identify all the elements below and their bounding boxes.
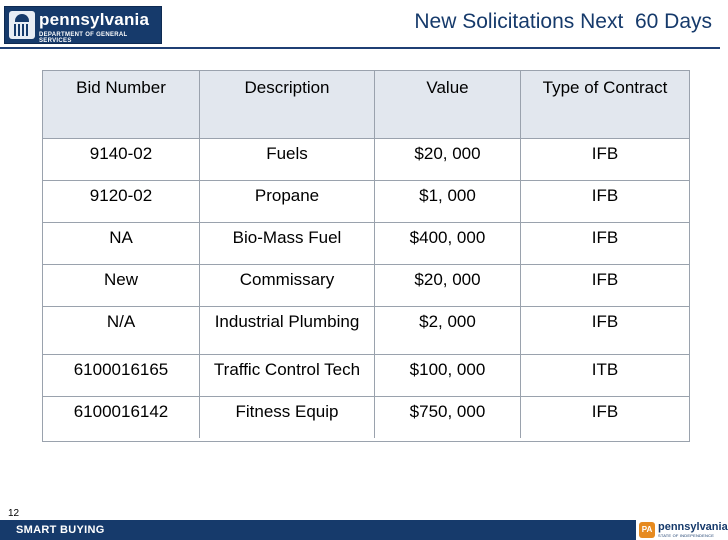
value-cell: $1, 000 [375,181,521,222]
slide-title: New Solicitations Next 60 Days [414,10,712,33]
bid-number-cell: 6100016165 [43,355,200,396]
description-cell: Traffic Control Tech [200,355,375,396]
column-header-type-of-contract: Type of Contract [542,78,668,97]
solicitations-table [42,70,690,442]
bid-number-cell: New [43,265,200,306]
description-cell: Industrial Plumbing [200,307,375,354]
bid-number-cell: N/A [43,307,200,354]
footer-logo-subtitle: STATE OF INDEPENDENCE [658,533,715,538]
value-cell: $400, 000 [375,223,521,264]
column-header-description: Description [200,71,375,138]
value-cell: $750, 000 [375,397,521,438]
column-header-bid-number: Bid Number [43,71,200,138]
logo-name: pennsylvania [39,10,150,29]
table-row [43,223,689,265]
page-number: 12 [8,508,20,519]
table-row [43,397,689,438]
description-cell: Fitness Equip [200,397,375,438]
contract-type-cell: IFB [591,270,619,289]
contract-type-cell: IFB [591,228,619,247]
column-header-value: Value [375,71,521,138]
pennsylvania-dgs-logo [4,6,162,44]
description-cell: Commissary [200,265,375,306]
footer-logo-name: pennsylvania [658,521,728,533]
value-cell: $2, 000 [375,307,521,354]
bid-number-cell: 6100016142 [43,397,200,438]
description-cell: Propane [200,181,375,222]
footer-label: SMART BUYING [16,524,105,536]
logo-subtitle: DEPARTMENT OF GENERAL SERVICES [39,32,128,44]
contract-type-cell: IFB [591,402,619,421]
contract-type-cell: ITB [591,360,619,379]
value-cell: $20, 000 [375,265,521,306]
value-cell: $100, 000 [375,355,521,396]
header-divider [0,47,720,49]
bid-number-cell: 9140-02 [43,139,200,180]
description-cell: Fuels [200,139,375,180]
contract-type-cell: IFB [591,186,619,205]
table-row [43,139,689,181]
state-seal-icon [9,11,35,39]
contract-type-cell: IFB [591,312,619,331]
bid-number-cell: 9120-02 [43,181,200,222]
pa-keystone-icon: PA [639,522,655,538]
footer-pennsylvania-logo [636,520,728,540]
description-cell: Bio-Mass Fuel [200,223,375,264]
footer-bar [0,520,720,540]
bid-number-cell: NA [43,223,200,264]
table-row [43,181,689,223]
table-header-row [43,71,689,139]
table-row [43,355,689,397]
table-row [43,265,689,307]
contract-type-cell: IFB [591,144,619,163]
slide-header [0,0,720,48]
table-row [43,307,689,355]
value-cell: $20, 000 [375,139,521,180]
